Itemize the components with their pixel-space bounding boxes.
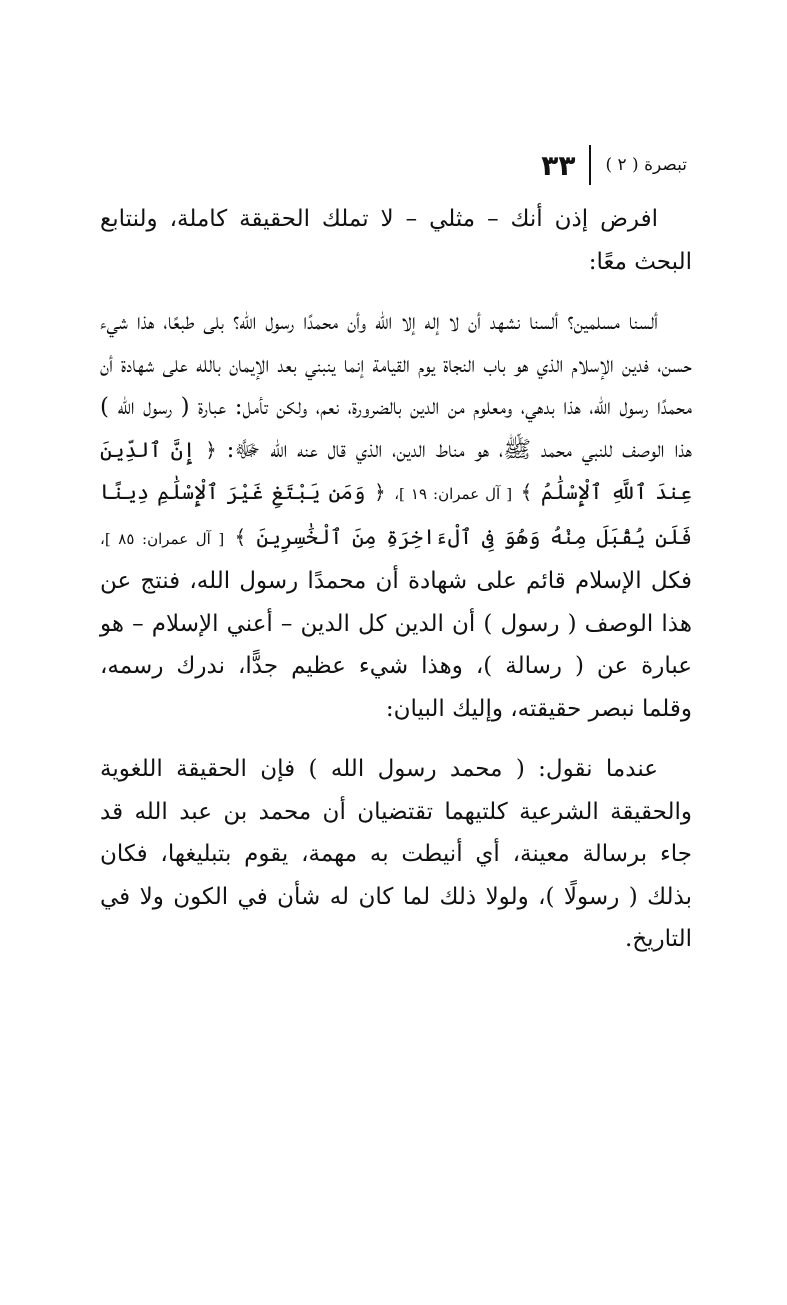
running-header xyxy=(440,140,687,190)
paragraph-2-intro: ألسنا مسلمين؟ ألسنا نشهد أن لا إله إلا الله وأن محمدًا رسول الله؟ بلى طبعًا، هذا شيء حسن، فدين الإسلام الذي هو باب النجاة يوم القيامة إنما ينبني بعد الإيمان بالله على شهادة أن محمدًا رسول الله، هذا بدهي، ومعلوم من الدين بالضرورة، نعم، ولكن تأمل: عبارة ( رسول الله ) هذا الوصف للنبي محمد ﷺ، هو مناط الدين، الذي قال عنه الله ﷻ: xyxy=(100,309,692,463)
header-divider xyxy=(589,145,591,185)
page-body xyxy=(100,198,692,961)
paragraph-3: عندما نقول: ( محمد رسول الله ) فإن الحقيقة اللغوية والحقيقة الشرعية كلتيهما تقتضيان أن محمد بن عبد الله قد جاء برسالة معينة، أي أنيطت به مهمة، يقوم بتبليغها، فكان بذلك ( رسولًا )، ولولا ذلك لما كان له شأن في الكون ولا في التاريخ. xyxy=(100,756,692,952)
verse-reference-1: [ آل عمران: ١٩ ]، xyxy=(394,485,513,503)
verse-reference-2: [ آل عمران: ٨٥ ]، xyxy=(100,529,225,548)
page-number: ٣٣ xyxy=(541,148,576,182)
quran-close-bracket: ﴾ xyxy=(520,480,533,504)
quran-open-bracket: ﴿ xyxy=(373,480,386,504)
paragraph-1: افرض إذن أنك – مثلي – لا تملك الحقيقة كاملة، ولنتابع البحث معًا: xyxy=(100,206,692,275)
running-title: تبصرة ( ٢ ) xyxy=(605,155,687,175)
quran-close-bracket: ﴾ xyxy=(234,524,247,549)
paragraph-2-rest: فكل الإسلام قائم على شهادة أن محمدًا رسول الله، فنتج عن هذا الوصف ( رسول ) أن الدين كل الدين – أعني الإسلام – هو عبارة عن ( رسالة )، وهذا شيء عظيم جدًّا، ندرك رسمه، وقلما نبصر حقيقته، وإليك البيان: xyxy=(100,568,692,722)
quran-open-bracket: ﴿ xyxy=(205,437,217,462)
quran-verse-1: إِنَّ ٱلدِّينَ عِندَ ٱللَّهِ ٱلْإِسْلَٰمُ xyxy=(100,437,693,504)
paragraph-2 xyxy=(100,301,692,730)
quran-verse-2: وَمَن يَبْتَغِ غَيْرَ ٱلْإِسْلَٰمِ دِينًا فَلَن يُقْبَلَ مِنْهُ وَهُوَ فِى ٱلْءَاخِرَةِ مِنَ ٱلْخَٰسِرِينَ xyxy=(100,480,693,549)
